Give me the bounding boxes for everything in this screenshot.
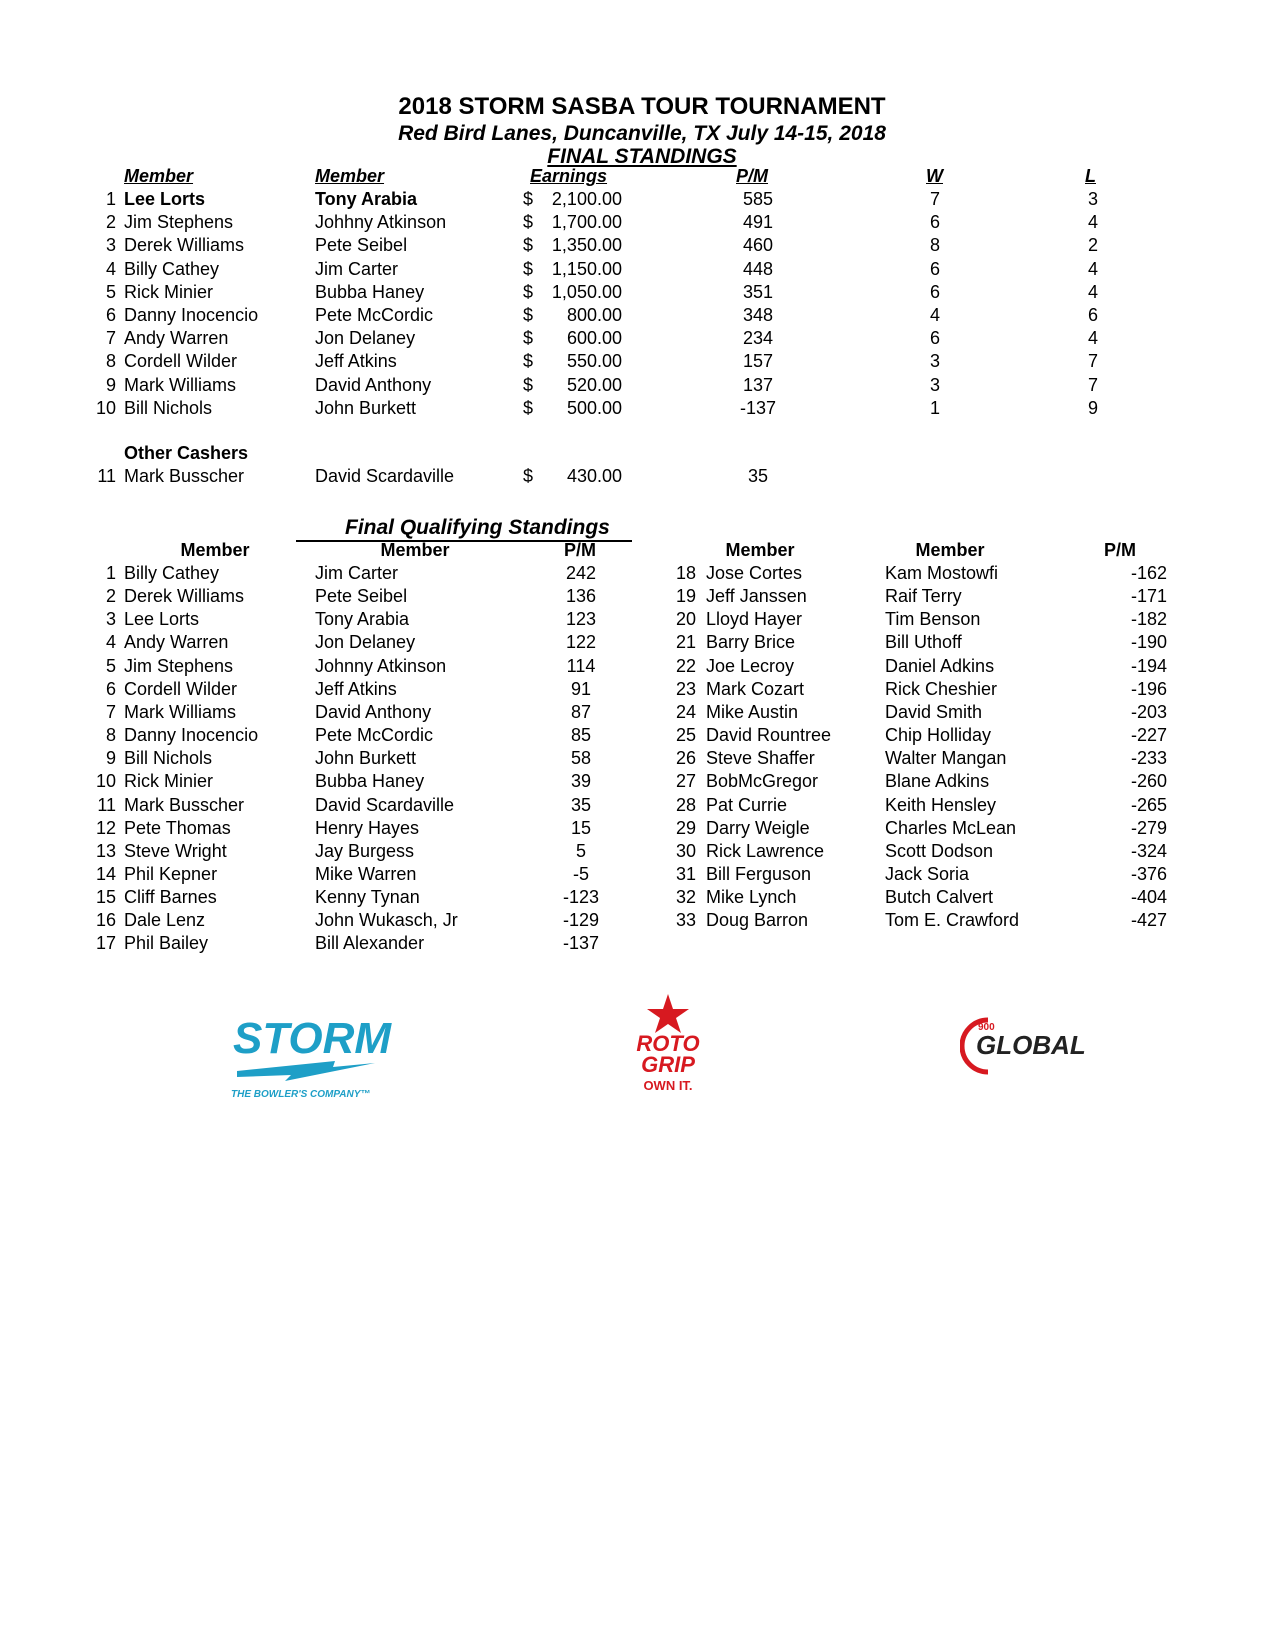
final-currency: $ [523,235,534,256]
final-earnings: 1,050.00 [551,281,622,302]
qual-rank: 31 [675,863,696,884]
qual-rank: 23 [675,678,696,699]
qual-rank: 32 [675,887,696,908]
qual-pm: 114 [566,655,596,676]
qual-rank: 17 [95,933,116,954]
final-l: 9 [1087,397,1098,418]
final-l: 4 [1087,281,1098,302]
qual-member-1: Cliff Barnes [124,887,217,908]
qual-rank: 11 [97,794,116,815]
qual-member-1: Jeff Janssen [706,586,807,607]
final-rank: 7 [105,328,116,349]
qual-pm: -427 [1130,910,1167,931]
qual-pm: -194 [1130,655,1167,676]
global-text: GLOBAL [976,1030,1086,1060]
qual-member-2: Daniel Adkins [885,655,995,676]
final-pm: -137 [739,397,777,418]
qual-member-2: Raif Terry [885,586,962,607]
qual-rank: 20 [675,609,696,630]
final-member-2: Pete Seibel [315,235,408,256]
col-header-earnings: Earnings [530,166,608,186]
other-member-1: Mark Busscher [124,466,245,486]
final-member-2: Johhny Atkinson [315,212,447,233]
qual-member-1: Dale Lenz [124,910,206,931]
qual-pm: -5 [572,863,589,884]
final-w: 6 [929,281,940,302]
other-cashers-label: Other Cashers [124,443,249,463]
qual-rank: 9 [105,748,116,769]
qual-pm: -227 [1130,725,1167,746]
qual-member-1: Pete Thomas [124,817,231,838]
qual-member-1: Pat Currie [706,794,788,815]
qual-member-2: Kam Mostowfi [885,563,999,583]
final-earnings: 550.00 [566,351,622,372]
final-member-1: Billy Cathey [124,258,220,279]
final-rank: 6 [105,305,116,325]
qual-member-2: John Wukasch, Jr [315,910,458,931]
qual-member-2: Jim Carter [315,563,399,583]
qual-member-2: Kenny Tynan [315,887,420,908]
qual-left-header-member-2: Member [380,540,450,560]
qual-member-2: Pete Seibel [315,586,408,607]
final-currency: $ [523,212,534,233]
final-w: 7 [929,189,940,209]
qual-member-2: Keith Hensley [885,794,997,815]
qual-pm: -404 [1130,887,1167,908]
final-member-1: Derek Williams [124,235,245,256]
qual-pm: 87 [570,701,592,722]
qualifying-title: Final Qualifying Standings [345,516,610,539]
qual-pm: -137 [562,933,600,954]
qual-member-1: Mike Austin [706,701,799,722]
qual-pm: 91 [570,678,592,699]
qual-member-1: Darry Weigle [706,817,810,838]
final-rank: 2 [105,212,116,233]
star-icon [647,994,689,1033]
final-w: 3 [929,351,940,372]
qual-pm: -324 [1130,840,1167,861]
qual-member-1: Rick Lawrence [706,840,825,861]
qual-rank: 25 [675,725,696,746]
final-w: 3 [929,374,940,395]
final-pm: 491 [742,212,774,233]
qual-pm: -129 [562,910,600,931]
final-rank: 8 [105,351,116,372]
qual-rank: 3 [105,609,116,630]
final-rank: 9 [105,374,116,395]
final-member-1: Cordell Wilder [124,351,238,372]
qual-member-2: Bill Alexander [315,933,425,954]
qual-rank: 15 [95,887,116,908]
qual-rank: 7 [105,701,116,722]
final-w: 8 [929,235,940,256]
final-l: 3 [1087,189,1098,209]
qual-member-1: Cordell Wilder [124,678,238,699]
qual-rank: 13 [95,840,116,861]
qual-rank: 18 [675,563,696,583]
final-l: 2 [1087,235,1098,256]
col-header-member-2: Member [315,166,385,186]
final-l: 4 [1087,212,1098,233]
qual-member-2: David Smith [885,701,983,722]
final-member-2: Jon Delaney [315,328,416,349]
final-member-1: Mark Williams [124,374,236,395]
final-pm: 234 [742,328,774,349]
storm-logo [225,1005,395,1105]
qual-member-1: Jose Cortes [706,563,803,583]
qual-rank: 19 [675,586,696,607]
final-currency: $ [523,258,534,279]
qual-member-2: Charles McLean [885,817,1017,838]
qual-member-2: Scott Dodson [885,840,994,861]
final-earnings: 600.00 [566,328,622,349]
qual-pm: -190 [1130,632,1167,653]
qual-rank: 2 [105,586,116,607]
final-w: 6 [929,258,940,279]
final-currency: $ [523,328,534,349]
final-earnings: 1,150.00 [551,258,622,279]
qual-rank: 22 [675,655,696,676]
qual-rank: 26 [675,748,696,769]
global-900-logo [960,1010,1130,1080]
qual-rank: 16 [95,910,116,931]
qual-member-1: Steve Wright [124,840,227,861]
qual-pm: 5 [575,840,586,861]
qual-member-1: Bill Nichols [124,748,213,769]
qual-rank: 28 [675,794,696,815]
qual-pm: 35 [570,794,592,815]
qual-pm: -233 [1130,748,1167,769]
qual-member-1: Mark Busscher [124,794,245,815]
final-member-1: Danny Inocencio [124,305,259,325]
qual-member-1: Phil Bailey [124,933,209,954]
qual-member-1: Lloyd Hayer [706,609,803,630]
qual-member-2: Bill Uthoff [885,632,962,653]
final-currency: $ [523,281,534,302]
final-member-2: John Burkett [315,397,417,418]
final-member-2: Pete McCordic [315,305,434,325]
final-rank: 10 [95,397,116,418]
final-rank: 5 [105,281,116,302]
final-l: 4 [1087,258,1098,279]
col-header-pm: P/M [736,166,769,186]
qual-right-header-pm: P/M [1103,540,1136,560]
final-l: 6 [1087,305,1098,325]
qual-member-2: Rick Cheshier [885,678,998,699]
final-member-2: Tony Arabia [315,189,418,209]
qual-member-2: Tim Benson [885,609,981,630]
final-earnings: 800.00 [566,305,622,325]
other-pm: 35 [747,466,769,486]
qual-right-header-member-2: Member [915,540,985,560]
other-member-2: David Scardaville [315,466,455,486]
qual-pm: -171 [1130,586,1167,607]
qual-rank: 30 [675,840,696,861]
final-member-1: Andy Warren [124,328,229,349]
qual-member-1: Danny Inocencio [124,725,259,746]
final-member-1: Rick Minier [124,281,214,302]
final-w: 4 [929,305,940,325]
qual-pm: 15 [570,817,592,838]
document-subtitle: Red Bird Lanes, Duncanville, TX July 14-15, 2018 [398,122,886,145]
storm-logo-text: STORM [233,1014,392,1063]
qual-member-1: Rick Minier [124,771,214,792]
final-pm: 460 [742,235,774,256]
qual-pm: -182 [1130,609,1167,630]
qual-member-2: Blane Adkins [885,771,990,792]
final-l: 7 [1087,351,1098,372]
final-earnings: 1,350.00 [551,235,622,256]
final-member-1: Jim Stephens [124,212,234,233]
qual-left-header-pm: P/M [563,540,596,560]
final-currency: $ [523,374,534,395]
qual-rank: 5 [105,655,116,676]
qual-rank: 8 [105,725,116,746]
final-member-1: Lee Lorts [124,189,206,209]
final-pm: 585 [742,189,774,209]
qual-member-1: Bill Ferguson [706,863,812,884]
final-member-2: David Anthony [315,374,432,395]
qual-member-1: Barry Brice [706,632,796,653]
final-rank: 4 [105,258,116,279]
rotogrip-line2: GRIP [641,1052,695,1077]
final-pm: 157 [742,351,774,372]
final-currency: $ [523,189,534,209]
qual-pm: -123 [562,887,600,908]
qual-member-2: Bubba Haney [315,771,425,792]
qual-rank: 24 [675,701,696,722]
qual-member-2: Chip Holliday [885,725,992,746]
qual-rank: 14 [95,863,116,884]
qual-member-1: Doug Barron [706,910,809,931]
final-pm: 448 [742,258,774,279]
qual-member-2: Jay Burgess [315,840,415,861]
lightning-bolt-icon [237,1061,375,1081]
rotogrip-line1: ROTO [636,1031,700,1056]
qual-rank: 33 [675,910,696,931]
qual-pm: -203 [1130,701,1167,722]
final-earnings: 2,100.00 [551,189,622,209]
final-member-1: Bill Nichols [124,397,213,418]
other-currency: $ [523,466,534,486]
final-currency: $ [523,351,534,372]
document-title: 2018 STORM SASBA TOUR TOURNAMENT [398,93,886,120]
qual-pm: 39 [570,771,592,792]
qual-pm: 123 [565,609,597,630]
qual-member-1: BobMcGregor [706,771,819,792]
final-earnings: 1,700.00 [551,212,622,233]
other-earnings: 430.00 [566,466,622,486]
qual-member-2: Henry Hayes [315,817,420,838]
qual-member-2: Jon Delaney [315,632,416,653]
final-w: 6 [929,212,940,233]
qual-member-2: Mike Warren [315,863,417,884]
qual-member-2: David Scardaville [315,794,455,815]
qual-pm: 242 [565,563,597,583]
qual-member-2: Pete McCordic [315,725,434,746]
qual-member-1: Mike Lynch [706,887,797,908]
qual-member-1: Andy Warren [124,632,229,653]
final-currency: $ [523,305,534,325]
qual-member-2: Johnny Atkinson [315,655,447,676]
qual-member-2: Walter Mangan [885,748,1007,769]
storm-tagline: THE BOWLER'S COMPANY™ [231,1089,371,1100]
final-pm: 137 [742,374,774,395]
qual-pm: 85 [570,725,592,746]
qual-member-2: Tom E. Crawford [885,910,1020,931]
qual-pm: -265 [1130,794,1167,815]
qual-member-2: Butch Calvert [885,887,994,908]
qual-member-1: Steve Shaffer [706,748,815,769]
qual-member-2: Tony Arabia [315,609,410,630]
qual-pm: 136 [565,586,597,607]
qual-pm: 58 [570,748,592,769]
qual-rank: 4 [105,632,116,653]
col-header-w: W [926,166,943,186]
qual-rank: 27 [675,771,696,792]
qual-rank: 1 [105,563,116,583]
final-pm: 351 [742,281,774,302]
qual-rank: 29 [675,817,696,838]
qual-member-2: Jack Soria [885,863,970,884]
qual-member-1: Phil Kepner [124,863,218,884]
qual-member-1: Mark Cozart [706,678,805,699]
qual-member-1: David Rountree [706,725,832,746]
col-header-l: L [1085,166,1096,186]
qual-member-2: Jeff Atkins [315,678,397,699]
final-member-2: Jim Carter [315,258,399,279]
qual-member-1: Joe Lecroy [706,655,795,676]
roto-grip-logo [598,990,738,1100]
qual-pm: 122 [565,632,597,653]
qual-member-1: Derek Williams [124,586,245,607]
qual-rank: 21 [675,632,696,653]
final-pm: 348 [742,305,774,325]
qual-right-header-member-1: Member [725,540,795,560]
qual-pm: -196 [1130,678,1167,699]
qual-pm: -260 [1130,771,1167,792]
final-rank: 3 [105,235,116,256]
global-900-text: 900 [978,1022,995,1033]
final-w: 1 [929,397,940,418]
final-w: 6 [929,328,940,349]
qual-pm: -376 [1130,863,1167,884]
qual-rank: 10 [95,771,116,792]
other-rank: 11 [97,466,116,486]
final-member-2: Bubba Haney [315,281,425,302]
final-earnings: 520.00 [566,374,622,395]
final-l: 7 [1087,374,1098,395]
qual-member-1: Lee Lorts [124,609,200,630]
final-currency: $ [523,397,534,418]
qual-member-1: Jim Stephens [124,655,234,676]
final-member-2: Jeff Atkins [315,351,397,372]
qual-member-2: David Anthony [315,701,432,722]
col-header-member-1: Member [124,166,194,186]
qual-left-header-member-1: Member [180,540,250,560]
qual-pm: -162 [1130,563,1167,583]
qual-member-2: John Burkett [315,748,417,769]
qual-rank: 12 [95,817,116,838]
final-l: 4 [1087,328,1098,349]
rotogrip-tagline: OWN IT. [643,1078,693,1093]
qual-pm: -279 [1130,817,1167,838]
final-earnings: 500.00 [566,397,622,418]
final-rank: 1 [105,189,116,209]
qual-member-1: Billy Cathey [124,563,220,583]
qual-rank: 6 [105,678,116,699]
qual-member-1: Mark Williams [124,701,236,722]
section-title-final-standings: FINAL STANDINGS [547,145,737,168]
